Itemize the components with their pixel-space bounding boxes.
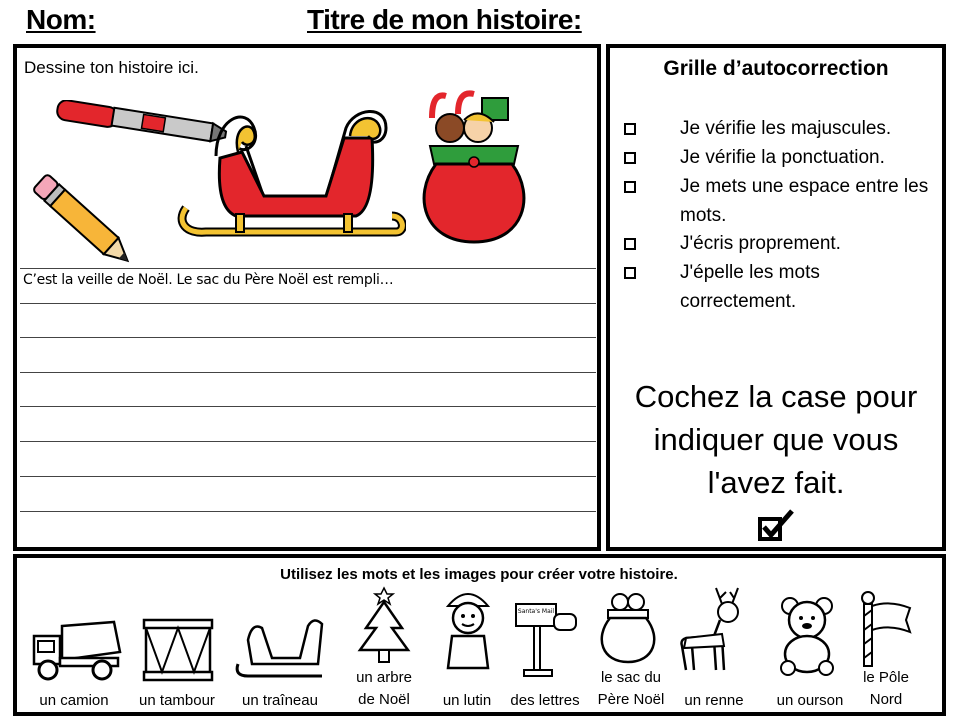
word-truck: un camion <box>39 692 109 709</box>
word-north-pole: le Pôle Nord <box>863 669 909 708</box>
truck-icon <box>30 612 122 684</box>
checklist-title: Grille d’autocorrection <box>663 57 889 80</box>
story-title-label: Titre de mon histoire: <box>307 4 582 35</box>
pencil-icon <box>26 170 141 275</box>
word-drum: un tambour <box>139 692 215 709</box>
small-sleigh-icon <box>234 614 326 678</box>
santa-sack-illustration <box>418 86 530 250</box>
word-teddy-bear: un ourson <box>776 692 844 709</box>
word-christmas-tree: un arbre de Noël <box>356 669 412 708</box>
name-label: Nom: <box>26 4 96 35</box>
checklist-instruction: Cochez la case pour indiquer que vous l'avez fait. <box>634 379 918 500</box>
story-starter: C’est la veille de Noël. Le sac du Père Noël est rempli… <box>23 272 394 288</box>
sleigh-illustration <box>176 98 406 242</box>
word-letters: des lettres <box>510 692 580 709</box>
reindeer-icon <box>676 584 752 674</box>
checkbox-icon[interactable] <box>624 123 636 135</box>
checklist-item: Je mets une espace entre les mots. <box>624 172 636 201</box>
drawing-instruction: Dessine ton histoire ici. <box>24 58 199 77</box>
north-pole-icon <box>856 590 914 670</box>
writing-line <box>20 268 596 269</box>
checklist-item: Je vérifie les majuscules. <box>624 114 636 143</box>
christmas-tree-icon <box>356 584 412 666</box>
word-elf: un lutin <box>442 692 492 709</box>
writing-line <box>20 406 596 407</box>
writing-line <box>20 476 596 477</box>
mailbox-icon <box>510 596 582 680</box>
writing-line <box>20 303 596 304</box>
checklist-item: J'écris proprement. <box>624 229 636 258</box>
checklist-item: Je vérifie la ponctuation. <box>624 143 636 172</box>
teddy-bear-icon <box>774 594 840 676</box>
writing-line <box>20 372 596 373</box>
checklist-item: J'épelle les mots correctement. <box>624 258 636 287</box>
checked-box-icon <box>756 507 796 545</box>
word-bank-title: Utilisez les mots et les images pour créer votre histoire. <box>280 566 678 583</box>
writing-line <box>20 337 596 338</box>
checkbox-icon[interactable] <box>624 152 636 164</box>
checkbox-icon[interactable] <box>624 267 636 279</box>
mailbox-sign: Santa's Mail <box>517 608 555 615</box>
word-sleigh: un traîneau <box>242 692 318 709</box>
elf-icon <box>438 584 498 670</box>
writing-line <box>20 511 596 512</box>
drum-icon <box>140 614 216 684</box>
word-santa-sack: le sac du Père Noël <box>597 669 665 708</box>
small-sack-icon <box>598 588 658 664</box>
checkbox-icon[interactable] <box>624 181 636 193</box>
checkbox-icon[interactable] <box>624 238 636 250</box>
writing-line <box>20 441 596 442</box>
word-reindeer: un renne <box>684 692 744 709</box>
